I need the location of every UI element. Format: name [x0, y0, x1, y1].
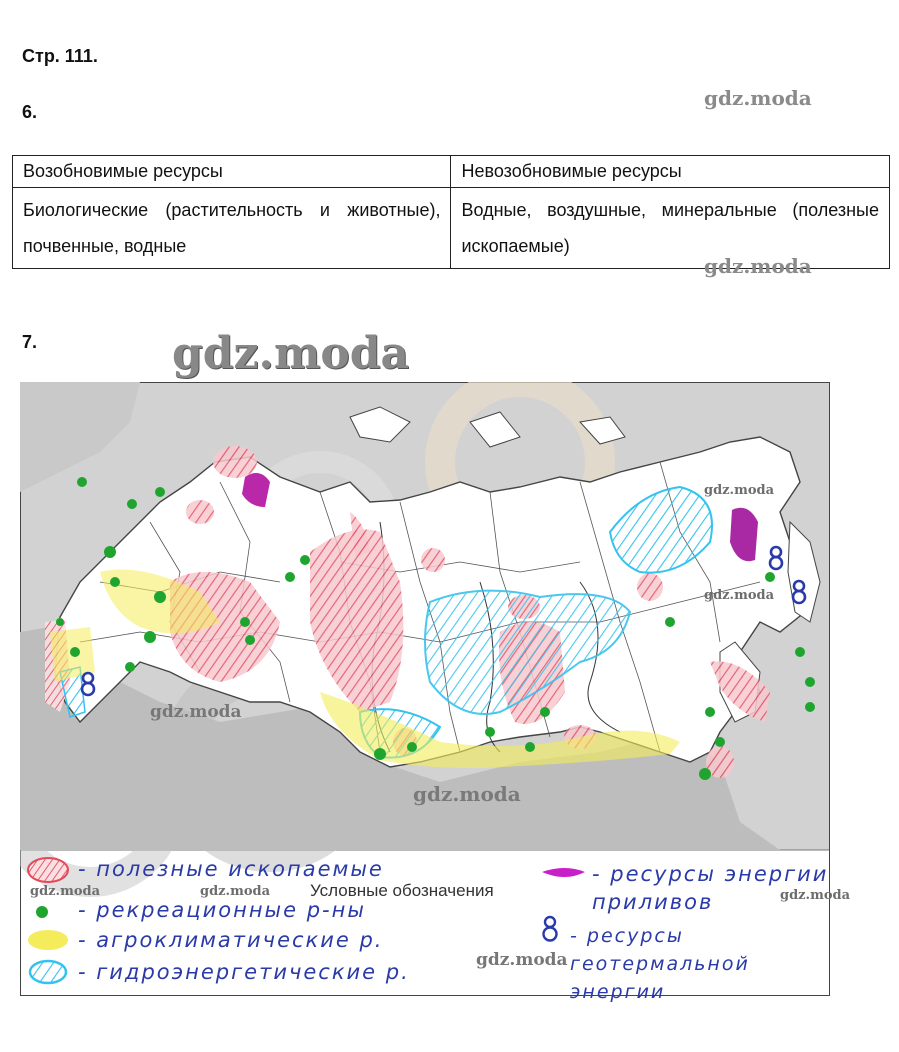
watermark: gdz.moda — [704, 86, 812, 110]
header-renewable: Возобновимые ресурсы — [13, 156, 451, 188]
legend-geothermal-label: - ресурсы геотермальной энергии — [570, 925, 750, 1003]
watermark: gdz.moda — [476, 950, 568, 970]
watermark: gdz.moda — [413, 782, 521, 806]
legend-tidal-label: - ресурсы энергии приливов — [592, 862, 829, 914]
legend-minerals-label: - полезные ископаемые — [78, 857, 384, 881]
watermark: gdz.moda — [704, 483, 775, 498]
cell-nonrenewable: Водные, воздушные, минеральные (полезные ископаемые) — [451, 188, 890, 269]
resources-table — [12, 155, 890, 269]
legend-hydro-label: - гидроэнергетические р. — [78, 960, 410, 984]
task-7-number: 7. — [22, 332, 38, 352]
header-nonrenewable: Невозобновимые ресурсы — [451, 156, 890, 188]
watermark: gdz.moda — [200, 884, 271, 899]
watermark: gdz.moda — [172, 328, 410, 379]
task-6-number: 6. — [22, 102, 38, 122]
watermark: gdz.moda — [150, 702, 242, 722]
watermark: gdz.moda — [704, 254, 812, 278]
watermark: gdz.moda — [704, 588, 775, 603]
cell-renewable: Биологические (растительность и животные), почвенные, водные — [13, 188, 451, 269]
legend-recreation-label: - рекреационные р-ны — [78, 898, 366, 922]
page-label: Стр. 111. — [22, 46, 98, 66]
watermark: gdz.moda — [30, 884, 101, 899]
legend-title: Условные обозначения — [310, 881, 494, 900]
resources-map — [20, 382, 830, 1003]
watermark: gdz.moda — [780, 888, 851, 903]
legend-agroclimatic-label: - агроклиматические р. — [78, 928, 384, 952]
table-header-row — [13, 156, 890, 188]
